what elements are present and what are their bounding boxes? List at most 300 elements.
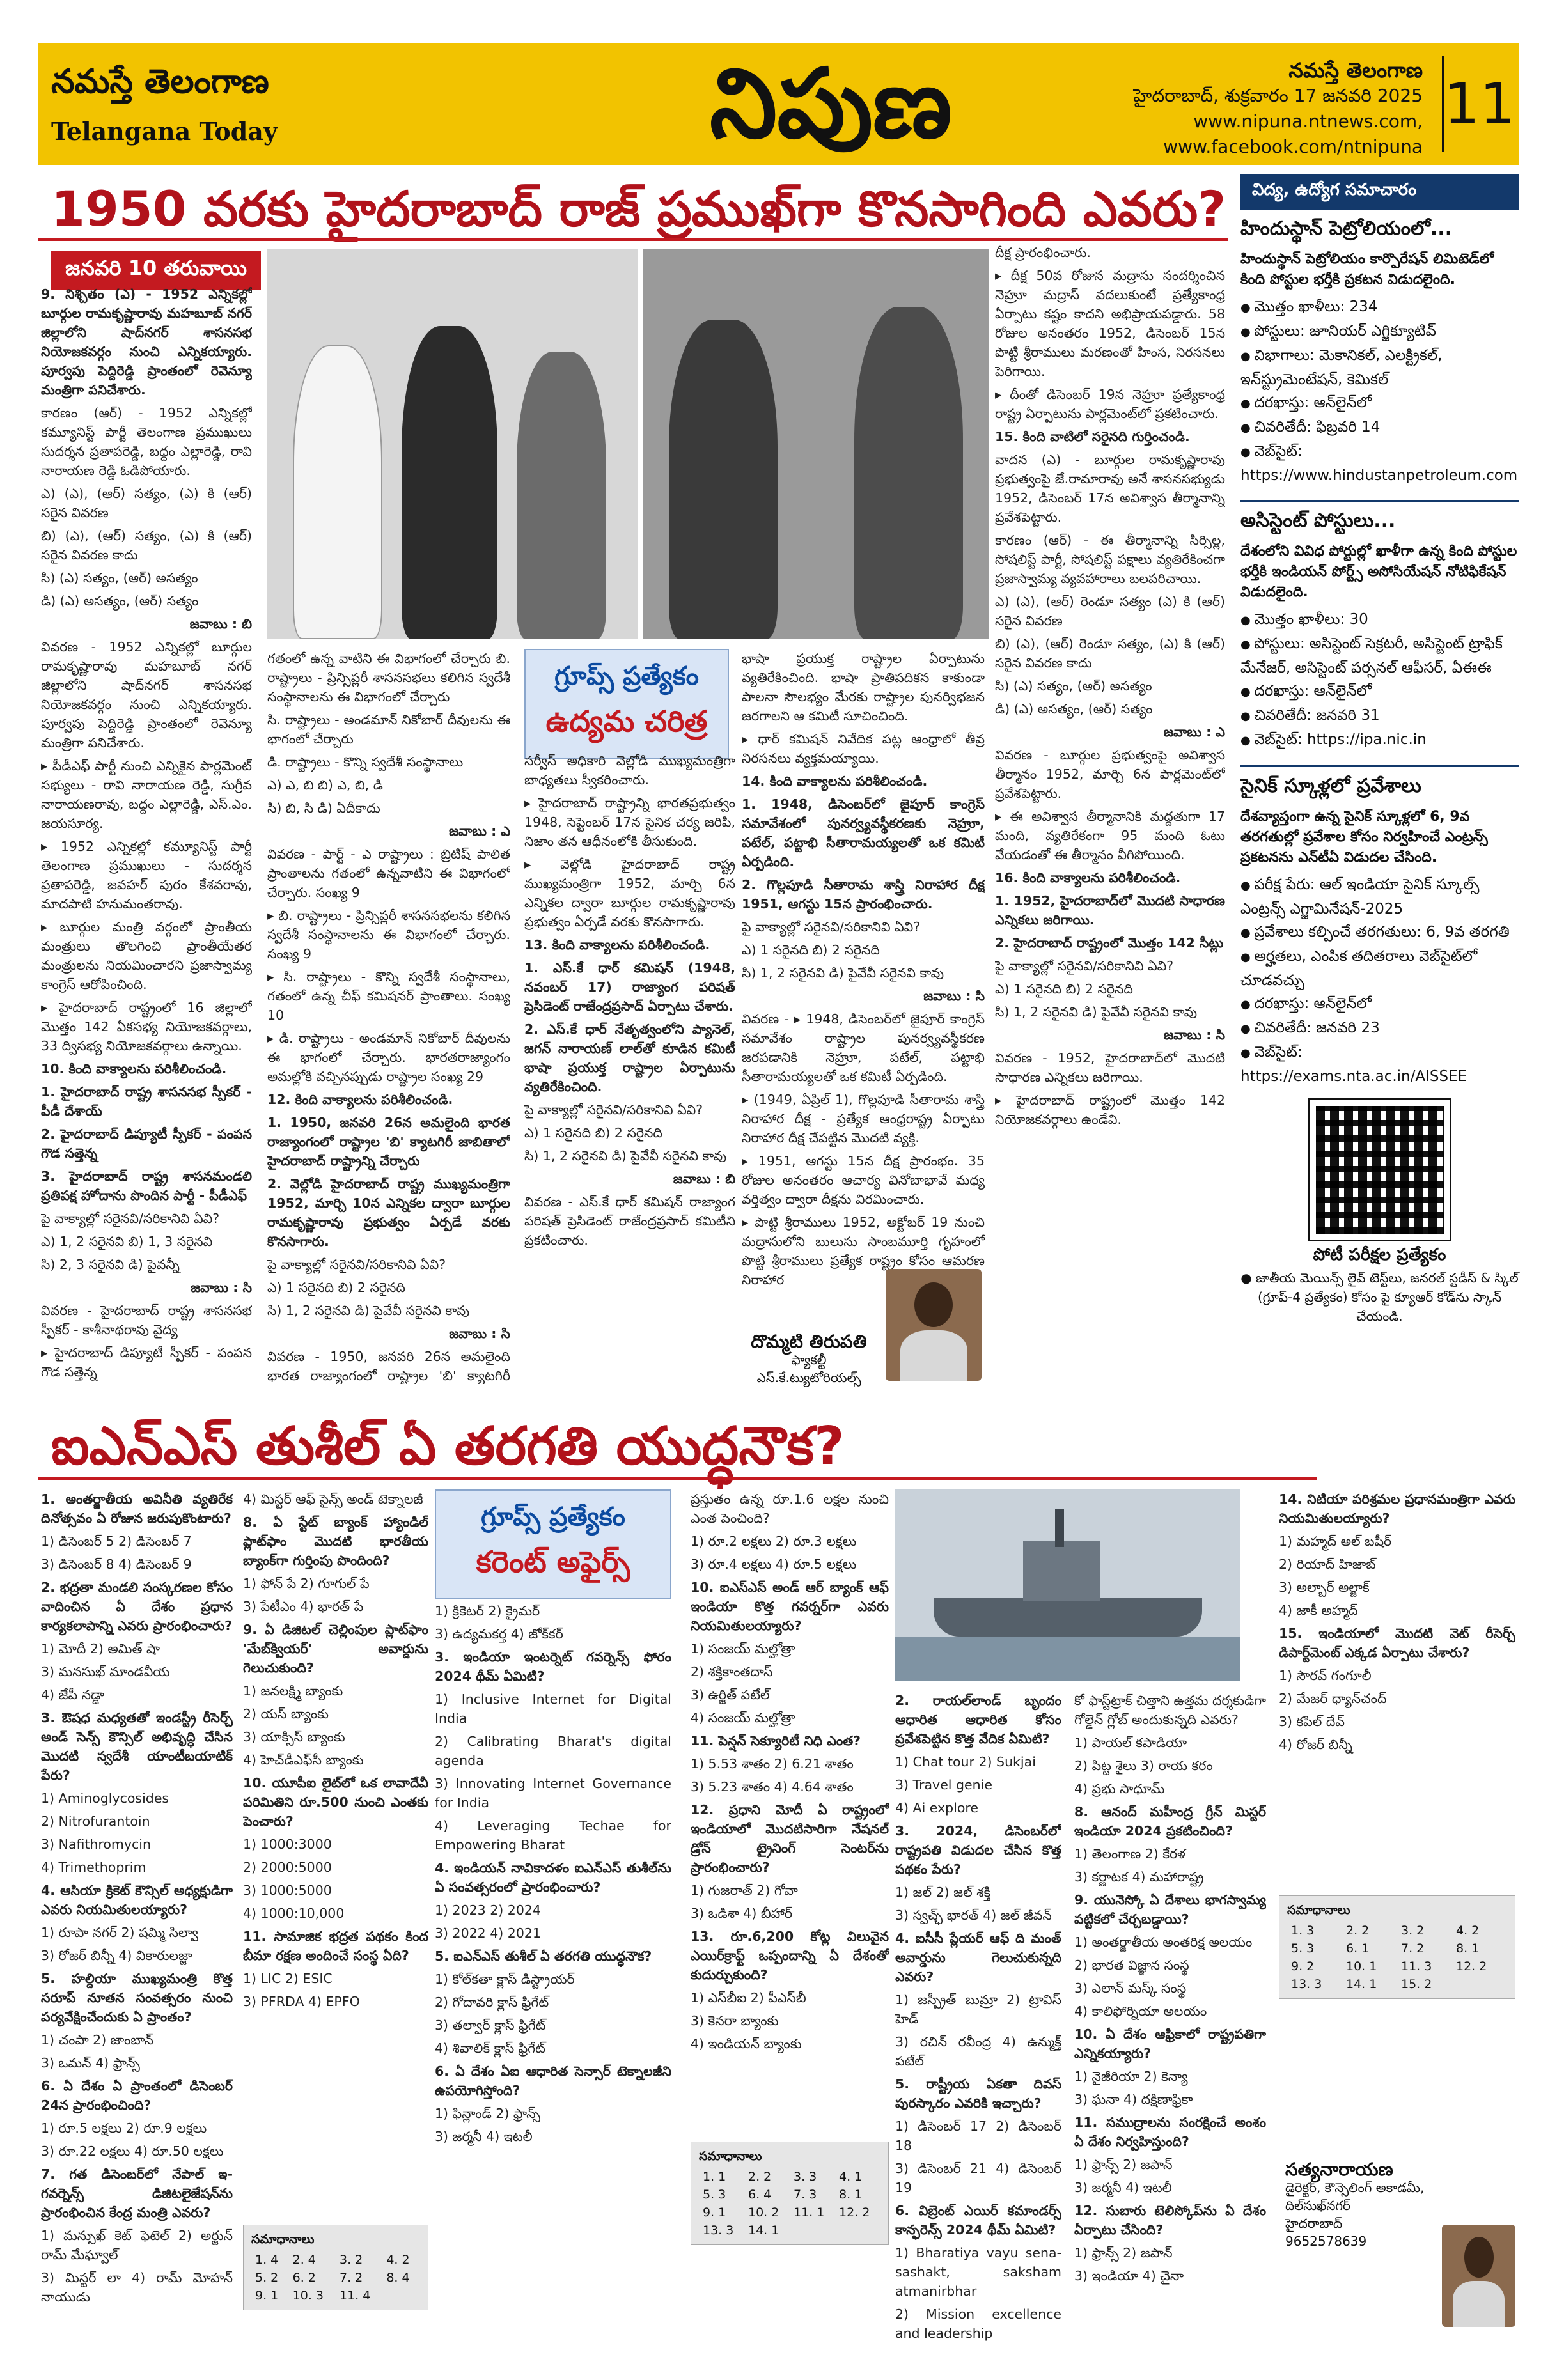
answers-table (699, 2168, 880, 2239)
paragraph: 4) మిస్టర్ ఆఫ్ సైన్స్ అండ్ టెక్నాలజీ (243, 1491, 423, 1507)
paragraph: 2) Calibrating Bharat's digital agenda (435, 1734, 671, 1768)
ca-column-3 (435, 1601, 671, 2343)
paragraph: 3) కర్ణాటక 4) మహారాష్ట్ర (1074, 1869, 1204, 1885)
paragraph: 1) Aminoglycosides (41, 1791, 169, 1806)
paragraph: 9. నిశ్చితం (ఎ) - 1952 ఎన్నికల్లో బూర్గుల రామకృష్ణారావు మహబూబ్ నగర్ జిల్లాలోని షాద్‌నగర్ శాసనసభ నియోజకవర్గం నుంచి ఎన్నికయ్యారు. పూర్వపు పెద్దిరెడ్డి ప్రాంతంలో రెవెన్యూ మంత్రిగా పనిచేశారు. (41, 286, 252, 398)
answer-cell: 9. 1 (703, 2205, 726, 2220)
answer-cell: 6. 1 (1346, 1941, 1370, 1956)
paragraph: 1) జల్ 2) జల్ శక్తి (895, 1885, 991, 1900)
ca-author-phone: 9652578639 (1285, 2234, 1367, 2249)
ca-author-city: హైదరాబాద్ (1285, 2216, 1343, 2231)
paragraph: 11. పెన్షన్ సెక్యూరిటీ నిధి ఎంత? (691, 1733, 861, 1748)
paragraph: 1) అంతర్జాతీయ అంతరిక్ష అలయం (1074, 1934, 1253, 1950)
paragraph: గతంలో ఉన్న వాటిని ఈ విభాగంలో చేర్చారు బి. రాష్ట్రాలు - ప్రిన్సిప్లరీ శాసనసభలు కలిగిన స్వదేశీ సంస్థానాలను ఈ విభాగంలో చేర్చారు (267, 651, 510, 704)
paragraph: 2. వెల్లోడి హైదరాబాద్ రాష్ట్ర ముఖ్యమంత్రిగా 1952, మార్చి 10న ఎన్నికల ద్వారా బూర్గుల రామకృష్ణారావు ప్రభుత్వం ఏర్పడే వరకు కొనసాగారు. (267, 1176, 510, 1249)
answer-cell: 8. 1 (839, 2188, 863, 2202)
paragraph: 3) ఘనా 4) దక్షిణాఫ్రికా (1074, 2092, 1193, 2107)
job-detail-item: ● మొత్తం ఖాళీలు: 30 (1240, 608, 1519, 632)
paragraph: 3) రోజర్ బిన్నీ 4) వికారులజ్జా (41, 1948, 192, 1963)
answer-cell: 13. 3 (703, 2223, 734, 2237)
paragraph: 3) జర్మనీ 4) ఇటలీ (435, 2129, 533, 2144)
answer-cell (835, 2221, 880, 2239)
paragraph: 4) Trimethoprim (41, 1860, 146, 1875)
paragraph: 12. సుబారు టెలిస్కోప్‌ను ఏ దేశం ఏర్పాటు చేసింది? (1074, 2203, 1266, 2237)
answer-cell: 7. 3 (794, 2188, 817, 2202)
job-detail-item: ● చివరితేదీ: ఫిబ్రవరి 14 (1240, 416, 1519, 440)
job-detail-item[interactable]: ● వెబ్‌సైట్: https://www.hindustanpetroleum.com (1240, 440, 1519, 487)
ship-superstructure (1023, 1541, 1100, 1601)
paragraph: సి) 1, 2 సరైనవి డి) పైవేవీ సరైనవి కావు (995, 1004, 1198, 1020)
ship-mast (1055, 1509, 1064, 1547)
paragraph: 5. హల్దియా ముఖ్యమంత్రి కొత్త సరూప్ నూతన సంవత్సరం నుంచి పర్యవేక్షించేందుకు ఏ ప్రాంతం? (41, 1971, 233, 2025)
paragraph: సి) 1, 2 సరైనవి డి) పైవేవీ సరైనవి కావు (742, 965, 944, 981)
facebook-link[interactable]: www.facebook.com/ntnipuna (1163, 136, 1423, 157)
answer-cell: 9. 1 (255, 2289, 279, 2303)
paragraph: 3. ఇండియా ఇంటర్నెట్ గవర్నెన్స్ ఫోరం 2024 థీమ్ ఏమిటి? (435, 1649, 671, 1684)
paragraph: 1) ఫిన్లాండ్ 2) ఫ్రాన్స్ (435, 2106, 540, 2121)
paragraph: వివరణ - 1952, హైదరాబాద్‌లో మొదటి సాధారణ ఎన్నికలు జరిగాయి. (995, 1050, 1225, 1085)
paragraph: ఎ) 1 సరైనది బి) 2 సరైనది (742, 942, 880, 958)
paragraph: 1. హైదరాబాద్ రాష్ట్ర శాసనసభ స్పీకర్ - పీడీ దేశాయ్ (41, 1084, 252, 1119)
paragraph: 1. 1950, జనవరి 26న అమలైంది భారత రాజ్యాంగంలో రాష్ట్రాల 'బి' క్యాటగిరీ జాబితాలో హైదరాబాద్ రాష్ట్రాన్ని చేర్చారు (267, 1115, 510, 1169)
ca-author-avatar (1442, 2225, 1515, 2327)
paragraph: 1) LIC 2) ESIC (243, 1971, 333, 1986)
paragraph: 1) రూ.2 లక్షలు 2) రూ.3 లక్షలు (691, 1534, 857, 1549)
paragraph: 3) ఒడిశా 4) బీహార్ (691, 1906, 793, 1921)
answer-cell: 5. 3 (703, 2188, 726, 2202)
job3-details (1240, 873, 1519, 1088)
paragraph: 3) Travel genie (895, 1777, 992, 1793)
paragraph: వివరణ - ఎస్.కే ధార్ కమిషన్ రాజ్యాంగ పరిషత్ ప్రెసిడెంట్ రాజేంద్రప్రసాద్ కమిటీని ప్రకటించారు. (524, 1194, 735, 1248)
answer-cell (1452, 1975, 1507, 1993)
ca-column-5 (895, 1691, 1061, 2343)
paragraph: భాషా ప్రయుక్త రాష్ట్రాల ఏర్పాటును వ్యతిరేకించింది. భాషా ప్రాతిపదికన కాకుండా పాలనా సౌలభ్యం మేరకు రాష్ట్రాల పునర్విభజన జరగాలని ఆ కమిటీ సూచించింది. (742, 651, 985, 724)
job-detail-item: ● విభాగాలు: మెకానికల్, ఎలక్ట్రికల్, ఇన్‌స్ట్రుమెంటేషన్, కెమికల్ (1240, 344, 1519, 391)
masthead (38, 43, 1519, 165)
paragraph: 1) రూ.5 లక్షలు 2) రూ.9 లక్షలు (41, 2120, 207, 2136)
job1-title: హిందుస్థాన్ పెట్రోలియంలో... (1240, 217, 1453, 240)
brand-right (1090, 58, 1423, 160)
answers-row (1287, 1957, 1507, 1975)
answers-row (699, 2221, 880, 2239)
paragraph: కో ఫాస్ట్‌ట్రాక్ చిత్తాని ఉత్తమ దర్శకుడిగా గోల్డెన్ గ్లోబ్ అందుకున్నది ఎవరు? (1074, 1693, 1266, 1727)
paragraph: వివరణ - బూర్గుల ప్రభుత్వంపై అవిశ్వాస తీర్మానం 1952, మార్చి 6న పార్లమెంట్‌లో ప్రవేశపెట్టారు. (995, 747, 1225, 801)
paragraph: ఎ) ఎ, బి బి) ఎ, బి, డి (267, 777, 383, 793)
paragraph: 1) కోల్‌కతా క్లాస్ డిస్ట్రాయర్ (435, 1972, 575, 1987)
historical-photo-2 (643, 249, 989, 639)
dateline: హైదరాబాద్, శుక్రవారం 17 జనవరి 2025 (1133, 85, 1423, 106)
paragraph: 11. సామాజిక భద్రత పథకం కింద బీమా రక్షణ అందించే సంస్థ ఏది? (243, 1929, 428, 1963)
qr-note: ● జాతీయ మెయిన్స్ లైవ్ టెస్ట్‌లు, జనరల్ స్టడీస్ & స్కిల్ (గ్రూప్-4 ప్రత్యేకం) కోసం పై క్యూఆర్ కోడ్‌ను స్కాన్ చేయండి. (1240, 1270, 1519, 1324)
job1-intro: హిందుస్థాన్ పెట్రోలియం కార్పొరేషన్ లిమిటెడ్‌లో కింది పోస్టుల భర్తీకి ప్రకటన విడుదలైంది. (1240, 251, 1494, 288)
paragraph: 1) రూపా నగర్ 2) షమ్మి సిల్వా (41, 1925, 198, 1940)
answer-cell: 14. 1 (1346, 1977, 1377, 1991)
paragraph: కారణం (ఆర్) - 1952 ఎన్నికల్లో కమ్యూనిస్ట్ పార్టీ తెలంగాణ ప్రముఖులు సుదర్శన ప్రతాపరెడ్డి, బద్దం ఎల్లారెడ్డి, రావి నారాయణ రెడ్డి ఓడిపోయారు. (41, 405, 252, 478)
paragraph: 4. ఆసియా క్రికెట్ కౌన్సిల్ అధ్యక్షుడిగా ఎవరు నియమితులయ్యారు? (41, 1883, 233, 1917)
paragraph: 4) శివాలిక్ క్లాస్ ఫ్రిగేట్ (435, 2041, 545, 2056)
warship-photo (895, 1489, 1240, 1681)
paragraph: 2) శక్తికాంతదాస్ (691, 1664, 773, 1679)
answer-cell: 10. 2 (748, 2205, 779, 2220)
paragraph: 1) చంపా 2) జాంబాన్ (41, 2032, 153, 2048)
paragraph: జవాబు : సి (449, 1326, 510, 1341)
history-author-name: దొమ్మటి తిరుపతి (751, 1331, 867, 1352)
paragraph: 3) ఉర్జిత్ పటేల్ (691, 1687, 770, 1702)
paragraph: 3) స్వచ్ఛ్ భారత్ 4) జల్ జీవన్ (895, 1908, 1052, 1923)
paragraph: డి) (ఎ) అసత్యం, (ఆర్) సత్యం (41, 593, 199, 609)
paragraph: 6. విబ్రెంట్ ఎయిర్ కమాండర్స్ కాన్ఫరెన్స్ 2024 థీమ్ ఏమిటి? (895, 2203, 1061, 2237)
answer-cell: 5. 3 (1291, 1941, 1315, 1956)
answers-row (1287, 1940, 1507, 1957)
paragraph: కారణం (ఆర్) - ఈ తీర్మానాన్ని సిర్సిల్ల, సోషలిస్ట్ పార్టీ, సోషలిస్ట్ పక్షాలు వ్యతిరేకించగా ప్రజాస్వామ్య వ్యవహారాలు బలపరిచాయి. (995, 533, 1225, 586)
answers-row (251, 2269, 420, 2287)
answer-cell: 7. 2 (1401, 1941, 1425, 1956)
paragraph: 3) రూ.4 లక్షలు 4) రూ.5 లక్షలు (691, 1557, 857, 1572)
answer-cell (790, 2221, 835, 2239)
paragraph: 10. ఐఎస్ఎస్ అండ్ ఆర్ బ్యాంక్ ఆఫ్ ఇండియా కొత్త గవర్నర్‌గా ఎవరు నియమితులయ్యారు? (691, 1580, 889, 1633)
history-column-5 (995, 243, 1225, 1384)
paragraph: 12. ప్రధాని మోదీ ఏ రాష్ట్రంలో ఇండియాలో మొదటిసారిగా నేషనల్ డ్రోన్ ట్రైనింగ్ సెంటర్‌ను ప్రారంభించారు? (691, 1802, 889, 1875)
paragraph: 1) జస్ప్రీత్ బుమ్రా 2) ట్రావిస్ హెడ్ (895, 1992, 1061, 2026)
paragraph: 4) 1000:10,000 (243, 1906, 345, 1921)
ca-column-2 (243, 1489, 428, 2218)
paragraph: 1) నైజీరియా 2) కెన్యా (1074, 2069, 1188, 2084)
paragraph: వివరణ - పార్ట్ - ఎ రాష్ట్రాలు : బ్రిటిష్ పాలిత ప్రాంతాలను గతంలో ఉన్నవాటిని ఈ విభాగంలో చేర్చారు. సంఖ్య 9 (267, 846, 510, 900)
job-detail-item[interactable]: ● వెబ్‌సైట్: https://exams.nta.ac.in/AISSEE (1240, 1041, 1519, 1088)
paragraph: 8. ఆనంద్ మహీంద్ర గ్రీన్ మిస్టర్ ఇండియా 2024 ప్రకటించింది? (1074, 1804, 1266, 1839)
answer-cell: 11. 1 (794, 2205, 825, 2220)
paragraph: 3) అల్బార్ అల్జాక్ (1279, 1580, 1370, 1595)
answers-row (1287, 1922, 1507, 1940)
paragraph: 15. ఇండియాలో మొదటి వెట్‌ రీసెర్చ్ డిపార్ట్‌మెంట్ ఎక్కడ ఏర్పాటు చేశారు? (1279, 1626, 1515, 1660)
paragraph: ▸ (1949, ఏప్రిల్ 1), గొల్లపూడి సీతారామ శాస్త్రి నిరాహార దీక్ష - ప్రత్యేక ఆంధ్రరాష్ట్ర ఏర్పాటు నిరాహార దీక్ష చేపట్టిన మొదటి వ్యక్తి. (742, 1092, 985, 1146)
paragraph: ▸ ఈ అవిశ్వాస తీర్మానానికి మద్దతుగా 17 మంది, వ్యతిరేకంగా 95 మంది ఓటు వేయడంతో ఈ తీర్మానం వీగిపోయింది. (995, 809, 1225, 862)
history-author-role: ఫ్యాకల్టీ (791, 1352, 827, 1367)
paragraph: 6. ఏ దేశం ఏఐ ఆధారిత సెన్సార్ టెక్నాలజీని ఉపయోగిస్తోంది? (435, 2064, 671, 2098)
paragraph: 1) తెలంగాణ 2) కేరళ (1074, 1846, 1186, 1862)
figure-person (517, 352, 606, 639)
figure-person (669, 320, 778, 639)
paragraph: బి) (ఎ), (ఆర్) రెండూ సత్యం, (ఎ) కి (ఆర్) సరైన వివరణ కాదు (995, 636, 1225, 671)
paragraph: సి. రాష్ట్రాలు - అండమాన్ నికోబార్ దీవులను ఈ భాగంలో చేర్చారు (267, 712, 510, 747)
answers-label: సమాధానాలు (1287, 1903, 1350, 1917)
jobs-sidebar (1240, 174, 1519, 1382)
paragraph: బి) (ఎ), (ఆర్) సత్యం, (ఎ) కి (ఆర్) సరైన వివరణ కాదు (41, 528, 252, 563)
answer-cell: 12. 2 (1456, 1959, 1487, 1973)
paragraph: ▸ పీడీఎఫ్ పార్టీ నుంచి ఎన్నికైన పార్లమెంట్ సభ్యులు - రావి నారాయణ రెడ్డి, సుగ్రీవ నారాయణరావు, బద్దం ఎల్లారెడ్డి, ఎస్.ఎం. జయసూర్య. (41, 758, 252, 831)
answer-cell: 15. 2 (1401, 1977, 1432, 1991)
paragraph: 3) యాక్సిస్ బ్యాంకు (243, 1729, 345, 1745)
job-detail-item: ● పోస్టులు: అసిస్టెంట్ సెక్రటరీ, అసిస్టెంట్ ట్రాఫిక్ మేనేజర్, అసిస్టెంట్ పర్సనల్ ఆఫీసర్, ఏఈఈ (1240, 632, 1519, 680)
paragraph: ▸ పొట్టి శ్రీరాములు 1952, అక్టోబర్ 19 నుంచి మద్రాసులోని బులుసు సాంబమూర్తి గృహంలో పొట్టి శ్రీరాములు ప్రత్యేక రాష్ట్రం కోసం ఆమరణ నిరాహార (742, 1215, 985, 1287)
paragraph: సి) బి, సి డి) ఏదీకాదు (267, 800, 380, 816)
answer-cell: 3. 2 (339, 2253, 363, 2267)
answer-cell: 6. 4 (748, 2188, 772, 2202)
paragraph: పై వాక్యాల్లో సరైనవి/సరికానివి ఏవి? (267, 1257, 446, 1272)
paragraph: ▸ ధార్ కమిషన్ నివేదిక పట్ల ఆంధ్రాలో తీవ్ర నిరసనలు వ్యక్తమయ్యాయి. (742, 731, 985, 766)
paragraph: వివరణ - ▸ 1948, డిసెంబర్‌లో జైపూర్ కాంగ్రెస్ సమావేశం రాష్ట్రాల పునర్వ్యవస్థీకరణ జరపడానికి నెహ్రూ, పటేల్, పట్టాభి సీతారామయ్యలతో ఒక కమిటీ ఏర్పడింది. (742, 1011, 985, 1084)
job-detail-item: ● అర్హతలు, ఎంపిక తదితరాలు వెబ్‌సైట్‌లో చూడవచ్చు (1240, 945, 1519, 992)
paragraph: సి) 1, 2 సరైనవి డి) పైవేవీ సరైనవి కావు (524, 1148, 727, 1163)
paragraph: సి) 2, 3 సరైనవి డి) పైవన్నీ (41, 1257, 180, 1272)
paragraph: 9. ఏ డిజిటల్ చెల్లింపుల ప్లాట్‌ఫాం 'మేబ్‌క్వియర్' అవార్డును గెలుచుకుంది? (243, 1622, 428, 1676)
answers-row (251, 2287, 420, 2305)
section-box-current-affairs (435, 1489, 671, 1599)
paragraph: ▸ హైదరాబాద్ డిప్యూటీ స్పీకర్ - పంపన గౌడ సత్తెన్న (41, 1345, 252, 1380)
paragraph: 1) క్రికెటర్ 2) క్రైమర్ (435, 1603, 540, 1619)
paragraph: 4) జేపీ నడ్డా (41, 1687, 104, 1702)
paragraph: 5. రాష్ట్రీయ ఏకతా దివస్ పురస్కారం ఎవరికి ఇచ్చారు? (895, 2076, 1061, 2111)
paragraph: 3) ఒమన్ 4) ఫ్రాన్స్ (41, 2055, 140, 2071)
ca-author-name: సత్యనారాయణ (1285, 2159, 1393, 2180)
ca-column-1 (41, 1489, 233, 2346)
paragraph: 13. రూ.6,200 కోట్ల విలువైన ఎయిర్‌క్రాఫ్ట్ ఒప్పందాన్ని ఏ దేశంతో కుదుర్చుకుంది? (691, 1929, 889, 1982)
answers-table (1287, 1922, 1507, 1993)
paragraph: 7. గత డిసెంబర్‌లో నేపాల్ ఇ-గవర్నెన్స్ డిజిటలైజేషన్‌ను ప్రారంభించిన కేంద్ర మంత్రి ఎవరు? (41, 2166, 233, 2220)
bottom-headline: ఐఎన్ఎస్ తుశీల్ ఏ తరగతి యుద్ధనౌక? (51, 1416, 845, 1477)
answer-cell: 6. 2 (292, 2271, 316, 2285)
paragraph: 1) జనలక్ష్మి బ్యాంకు (243, 1683, 343, 1699)
paragraph: 4) ఇండియన్ బ్యాంకు (691, 2036, 802, 2051)
paragraph: 14. కింది వాక్యాలను పరిశీలించండి. (742, 774, 928, 789)
answer-cell: 2. 2 (748, 2170, 772, 2184)
paragraph: పై వాక్యాల్లో సరైనవి/సరికానివి ఏవి? (995, 958, 1174, 974)
paragraph: 9. యునెస్కో ఏ దేశాలు భాగస్వామ్య పట్టికలో చేర్చబడ్డాయి? (1074, 1892, 1266, 1927)
paragraph: 4) Ai explore (895, 1800, 979, 1816)
paragraph: 4) ప్రభు సాధూమ్ (1074, 1781, 1165, 1796)
answer-cell: 4. 2 (386, 2253, 410, 2267)
paragraph: ▸ హైదరాబాద్ రాష్ట్రంలో 16 జిల్లాలో మొత్తం 142 ఏకసభ్య నియోజకవర్గాలు, 33 ద్విసభ్య నియోజకవర్గాలు ఉన్నాయి. (41, 1000, 252, 1054)
paragraph: ఎ) 1 సరైనది బి) 2 సరైనది (267, 1280, 405, 1295)
paragraph: 4) Leveraging Techae for Empowering Bharat (435, 1818, 671, 1853)
paragraph: జవాబు : ఎ (1164, 724, 1225, 740)
ca-column-6 (1074, 1691, 1266, 2343)
paragraph: 2) Nitrofurantoin (41, 1814, 150, 1829)
website-link[interactable]: www.nipuna.ntnews.com, (1193, 111, 1423, 132)
answer-cell: 12. 2 (839, 2205, 870, 2220)
paragraph: ▸ దీంతో డిసెంబర్ 19న నెహ్రూ ప్రత్యేకాంధ్ర రాష్ట్ర ఏర్పాటును పార్లమెంట్‌లో ప్రకటించారు. (995, 387, 1225, 421)
paragraph: 3. 2024, డిసెంబర్‌లో రాష్ట్రపతి విడుదల చేసిన కొత్త పథకం పేరు? (895, 1823, 1061, 1877)
paragraph: 3) రూ.22 లక్షలు 4) రూ.50 లక్షలు (41, 2143, 224, 2159)
job-detail-item: ● దరఖాస్తు: ఆన్‌లైన్‌లో (1240, 391, 1519, 416)
qr-caption: పోటీ పరీక్షల ప్రత్యేకం (1313, 1245, 1446, 1264)
history-column-3 (524, 751, 735, 1384)
figure-person (293, 345, 382, 639)
paragraph: ▸ వెల్లోడి హైదరాబాద్ రాష్ట్ర ముఖ్యమంత్రిగా 1952, మార్చి 6న ఎన్నికల ద్వారా బూర్గుల రామకృష్ణారావు ప్రభుత్వం ఏర్పడే వరకు కొనసాగారు. (524, 857, 735, 929)
paragraph: ఎ) (ఎ), (ఆర్) సత్యం, (ఎ) కి (ఆర్) సరైన వివరణ (41, 486, 252, 520)
paragraph: 2) భారత విజ్ఞాన సంస్థ (1074, 1957, 1189, 1973)
answers-box-2 (691, 2142, 889, 2245)
answer-cell: 4. 1 (839, 2170, 863, 2184)
paragraph: వివరణ - హైదరాబాద్ రాష్ట్ర శాసనసభ స్పీకర్ - కాశీనాథరావు వైద్య (41, 1303, 252, 1337)
brand-left (51, 63, 307, 146)
paragraph: 2) పిట్ట శైలు 3) రాయ కరం (1074, 1758, 1213, 1773)
paragraph: 4) జాకీ అహ్మద్ (1279, 1603, 1358, 1618)
paragraph: వాదన (ఎ) - బూర్గుల రామకృష్ణారావు ప్రభుత్వంపై జే.రామారావు అనే శాసనసభ్యుడు 1952, డిసెంబర్ 17న అవిశ్వాస తీర్మానాన్ని ప్రవేశపెట్టారు. (995, 452, 1225, 525)
paragraph: ఎ) 1, 2 సరైనవి బి) 1, 3 సరైనవి (41, 1234, 213, 1249)
paragraph: 3) Nafithromycin (41, 1837, 151, 1852)
job2-intro: దేశంలోని వివిధ పోర్టుల్లో ఖాళీగా ఉన్న కింది పోస్టుల భర్తీకి ఇండియన్ పోర్ట్స్ అసోసియేషన్ నోటిఫికేషన్ విడుదలైంది. (1240, 543, 1517, 600)
paragraph: 6. ఏ దేశం ఏ ప్రాంతంలో డిసెంబర్ 24న ప్రారంభించింది? (41, 2078, 233, 2113)
paragraph: 4) సంజయ్ మల్హోత్రా (691, 1710, 795, 1725)
paragraph: 4. ఐసీసీ ప్లేయర్ ఆఫ్ ది మంత్ అవార్డును గెలుచుకున్నది ఎవరు? (895, 1931, 1061, 1984)
section-box-line2: కరెంట్ అఫైర్స్ (476, 1544, 630, 1579)
paragraph: 3) ఇండియా 4) చైనా (1074, 2268, 1184, 2283)
paragraph: ఎ) 1 సరైనది బి) 2 సరైనది (995, 981, 1133, 997)
paragraph: 3) 5.23 శాతం 4) 4.64 శాతం (691, 1779, 854, 1794)
paragraph: 3) కెనరా బ్యాంకు (691, 2013, 779, 2028)
paragraph: 2. భద్రతా మండలి సంస్కరణల కోసం వాదించిన ఏ దేశం ప్రధాన కార్యకలాపాన్ని ఎవరు ప్రారంభించారు? (41, 1580, 233, 1633)
paragraph: ▸ 1952 ఎన్నికల్లో కమ్యూనిస్ట్ పార్టీ తెలంగాణ ప్రముఖులు - సుదర్శన ప్రతాపరెడ్డి, జవహర్ పురం కేశవరావు, మాదపాటి హనుమంతరావు. (41, 839, 252, 912)
answer-cell: 3. 2 (1401, 1924, 1425, 1938)
paragraph: 2) మేజర్ ధ్యాన్‌చంద్ (1279, 1691, 1387, 1706)
paragraph: 3) 2022 4) 2021 (435, 1925, 541, 1941)
paragraph: 3. ఔషధ మధ్యతతో ఇండస్ట్రీ రీసెర్చ్ అండ్ సెన్స్ కౌన్సిల్ అభివృద్ధి చేసిన మొదటి స్వదేశీ యాంటీబయాటిక్ పేరు? (41, 1710, 233, 1783)
job-detail-item: ● చివరితేదీ: జనవరి 23 (1240, 1016, 1519, 1041)
history-column-2 (267, 649, 510, 1384)
answer-cell: 7. 2 (339, 2271, 363, 2285)
paragraph: 3) మనసుఖ్ మాండవీయ (41, 1664, 170, 1679)
paragraph: 13. కింది వాక్యాలను పరిశీలించండి. (524, 937, 710, 953)
paragraph: ▸ 1951, ఆగస్టు 15న దీక్ష ప్రారంభం. 35 రోజుల అనంతరం ఆచార్య వినోబాభావే మధ్య వర్తిత్వం ద్వారా దీక్షను విరమించారు. (742, 1153, 985, 1207)
sea (895, 1637, 1240, 1681)
job2-details (1240, 608, 1519, 752)
ca-author-role: డైరెక్టర్, కౌన్సెలింగ్ అకాడమీ, దిల్‌సుఖ్‌నగర్ (1285, 2180, 1425, 2213)
paragraph: 1) ఫ్రాన్స్ 2) జపాన్ (1074, 2245, 1173, 2260)
answers-row (251, 2251, 420, 2269)
paragraph: జవాబు : సి (1164, 1027, 1225, 1043)
answer-cell: 11. 3 (1401, 1959, 1432, 1973)
paragraph: వివరణ - 1950, జనవరి 26న అమలైంది భారత రాజ్యాంగంలో రాష్ట్రాల 'బి' క్యాటగిరీ (267, 1349, 510, 1383)
divider (1240, 500, 1519, 502)
paragraph: ఎ) 1 సరైనది బి) 2 సరైనది (524, 1125, 662, 1140)
paragraph: 3) రచిన్ రవీంద్ర 4) ఉన్ముక్త్ పటేల్ (895, 2034, 1061, 2069)
job-detail-item: ● చివరితేదీ: జనవరి 31 (1240, 704, 1519, 728)
paragraph: 1) Bharatiya vayu sena-sashakt, saksham atmanirbhar (895, 2245, 1061, 2299)
answers-row (699, 2204, 880, 2221)
ca-column-7 (1279, 1489, 1515, 1886)
paragraph: 2. రాయల్‌లాండ్ బృందం ఆధారిత ఆధారిత కోసం ప్రవేశపెట్టిన కొత్త వేదిక ఏమిటి? (895, 1693, 1061, 1746)
job-detail-item: ● దరఖాస్తు: ఆన్‌లైన్‌లో (1240, 680, 1519, 704)
paragraph: ఎ) (ఎ), (ఆర్) రెండూ సత్యం (ఎ) కి (ఆర్) సరైన వివరణ (995, 594, 1225, 628)
job-detail-item: ● దరఖాస్తు: ఆన్‌లైన్‌లో (1240, 992, 1519, 1016)
paragraph: 3) కపిల్ దేవ్ (1279, 1714, 1345, 1729)
job-detail-item[interactable]: ● వెబ్‌సైట్: https://ipa.nic.in (1240, 728, 1519, 752)
paragraph: ▸ దీక్ష 50వ రోజున మద్రాసు సందర్శించిన నెహ్రూ మద్రాస్ వదలుకుంటే ప్రత్యేకాంధ్ర ఏర్పాటు కష్టం కాదని అభిప్రాయపడ్డారు. 58 రోజుల అనంతరం 1952, డిసెంబర్ 15న పొట్టి శ్రీరాములు మరణంతో హింస, నిరసనలు పెరిగాయి. (995, 268, 1225, 379)
paragraph: ▸ డి. రాష్ట్రాలు - అండమాన్ నికోబార్ దీవులను ఈ భాగంలో చేర్చారు. భారతరాజ్యాంగం అమల్లోకి వచ్చినప్పుడు రాష్ట్రాల సంఖ్య 29 (267, 1031, 510, 1084)
answer-cell: 13. 3 (1291, 1977, 1322, 1991)
sidebar-header: విద్య, ఉద్యోగ సమాచారం (1240, 174, 1519, 210)
paragraph: డి) (ఎ) అసత్యం, (ఆర్) సత్యం (995, 701, 1153, 717)
paragraph: జవాబు : సి (923, 988, 985, 1004)
answer-cell: 1. 1 (703, 2170, 726, 2184)
ship-hull (934, 1598, 1202, 1637)
paragraph: 1) మహ్మద్ అల్ బషీర్ (1279, 1534, 1392, 1549)
answers-row (699, 2186, 880, 2204)
paragraph: 10. కింది వాక్యాలను పరిశీలించండి. (41, 1061, 227, 1077)
history-author-org: ఎస్.కే.ట్యుటోరియల్స్ (756, 1370, 861, 1385)
paragraph: 1) పాయల్ కపాడియా (1074, 1735, 1187, 1750)
history-column-4 (742, 649, 985, 1326)
paragraph: 3) జర్మనీ 4) ఇటలీ (1074, 2180, 1172, 2195)
section-box-line1: గ్రూప్స్ ప్రత్యేకం (481, 1502, 625, 1532)
paragraph: 3) డిసెంబర్ 8 4) డిసెంబర్ 9 (41, 1557, 192, 1572)
answer-cell: 8. 4 (386, 2271, 410, 2285)
paragraph: సి) (ఎ) సత్యం, (ఆర్) అసత్యం (995, 678, 1152, 694)
paragraph: 1) ఎస్‌బీఐ 2) పీఎస్‌బీ (691, 1990, 806, 2005)
paragraph: 1) డిసెంబర్ 5 2) డిసెంబర్ 7 (41, 1534, 192, 1549)
answer-cell: 11. 4 (339, 2289, 371, 2303)
paragraph: 8. ఏ స్టేట్ బ్యాంక్ హ్యాండిల్ ప్లాట్‌ఫాం మొదటి భారతీయ బ్యాంక్‌గా గుర్తింపు పొందింది? (243, 1514, 428, 1568)
paragraph: 3) తల్వార్ క్లాస్ ఫ్రిగేట్ (435, 2018, 546, 2033)
headline-rule (38, 238, 1228, 241)
paragraph: 5. ఐఎన్ఎస్ తుశీల్ ఏ తరగతి యుద్ధనౌక? (435, 1948, 652, 1964)
figure-person (402, 326, 497, 639)
paragraph: 12. కింది వాక్యాలను పరిశీలించండి. (267, 1092, 453, 1107)
paragraph: 1) డిసెంబర్ 17 2) డిసెంబర్ 18 (895, 2119, 1061, 2153)
job3-intro: దేశవ్యాప్తంగా ఉన్న సైనిక్ స్కూళ్లలో 6, 9వ తరగతుల్లో ప్రవేశాల కోసం నిర్వహించే ఎంట్రన్స్ ప్రకటనను ఎన్‌టీఏ విడుదల చేసింది. (1240, 809, 1488, 866)
answers-box-3 (1279, 1895, 1515, 1999)
answers-label: సమాధానాలు (699, 2149, 762, 2163)
job2-title: అసిస్టెంట్ పోస్టులు... (1240, 509, 1396, 532)
answer-cell: 9. 2 (1291, 1959, 1315, 1973)
paragraph: 1. 1952, హైదరాబాద్‌లో మొదటి సాధారణ ఎన్నికలు జరిగాయి. (995, 893, 1225, 928)
job-detail-item: ● ప్రవేశాలు కల్పించే తరగతులు: 6, 9వ తరగతి (1240, 921, 1519, 945)
paragraph: 4) హెచ్‌డీఎఫ్‌సీ బ్యాంకు (243, 1752, 364, 1768)
paragraph: జవాబు : ఎ (449, 823, 510, 839)
answers-box-1 (243, 2225, 428, 2310)
paragraph: 4) రోజర్ బిన్నీ (1279, 1737, 1352, 1752)
paragraph: సి) 1, 2 సరైనవి డి) పైవేవీ సరైనవి కావు (267, 1303, 470, 1318)
paragraph: ▸ హైదరాబాద్ రాష్ట్రంలో మొత్తం 142 నియోజకవర్గాలు ఉండేవి. (995, 1093, 1225, 1127)
continuation-tag: జనవరి 10 తరువాయి (51, 251, 261, 290)
paragraph: 10. ఏ దేశం ఆఫ్రికాలో రాష్ట్రపతిగా ఎన్నికయ్యారు? (1074, 2026, 1266, 2061)
paragraph: 3) మిస్టర్ లా 4) రామ్ మోహన్ నాయుడు (41, 2270, 233, 2305)
paragraph: 11. సముద్రాలను సంరక్షించే అంశం ఏ దేశం నిర్వహిస్తుంది? (1074, 2115, 1266, 2149)
history-author (742, 1333, 876, 1387)
paragraph: 1) Inclusive Internet for Digital India (435, 1692, 671, 1726)
paragraph: 3) PFRDA 4) EPFO (243, 1994, 360, 2009)
paragraph: వివరణ - 1952 ఎన్నికల్లో బూర్గుల రామకృష్ణారావు మహబూబ్ నగర్ జిల్లాలోని షాద్‌నగర్ శాసనసభ నియోజకవర్గం నుంచి ఎన్నికయ్యారు. పూర్వపు పెద్దిరెడ్డి ప్రాంతంలో రెవెన్యూ మంత్రిగా పనిచేశారు. (41, 639, 252, 751)
qr-code[interactable] (1310, 1100, 1450, 1240)
answer-cell: 10. 1 (1346, 1959, 1377, 1973)
section-box-line2: ఉద్యమ చరిత్ర (545, 704, 708, 738)
paragraph: 1) Chat tour 2) Sukjai (895, 1754, 1036, 1769)
paragraph: 2) రియాద్ హిజాబ్ (1279, 1557, 1376, 1572)
paragraph: సర్వీస్ అధికారి వెల్లోడి ముఖ్యమంత్రిగా బాధ్యతలు స్వీకరించారు. (524, 753, 735, 788)
history-author-avatar (886, 1269, 982, 1381)
paragraph: ▸ బూర్గుల మంత్రి వర్గంలో ప్రాంతీయ మంత్రులు తొలగించి ప్రాంతీయేతర మంత్రులను నియమించారని ప్రజాస్వామ్య కాంగ్రెస్ ఆరోపించింది. (41, 919, 252, 992)
page-number: 11 (1442, 56, 1506, 152)
paragraph: 1) 1000:3000 (243, 1837, 332, 1852)
answer-cell: 10. 3 (292, 2289, 324, 2303)
paragraph: జవాబు : బి (673, 1171, 735, 1186)
paragraph: 2. గొల్లపూడి సీతారామ శాస్త్రి నిరాహార దీక్ష 1951, ఆగస్టు 15న ప్రారంభించారు. (742, 877, 985, 912)
paragraph: 1. 1948, డిసెంబర్‌లో జైపూర్ కాంగ్రెస్ సమావేశంలో పునర్వ్యవస్థీకరణకు నెహ్రూ, పటేల్, పట్టాభి సీతారామయ్యలతో ఒక కమిటీ ఏర్పడింది. (742, 797, 985, 869)
answers-table (251, 2251, 420, 2305)
answer-cell: 1. 3 (1291, 1924, 1315, 1938)
paragraph: 3) 1000:5000 (243, 1883, 332, 1898)
job-detail-item: ● పోస్టులు: జూనియర్ ఎగ్జిక్యూటివ్ (1240, 320, 1519, 344)
paragraph: 1) 5.53 శాతం 2) 6.21 శాతం (691, 1756, 854, 1771)
figure-person (854, 307, 963, 639)
answers-row (1287, 1975, 1507, 1993)
paragraph: 2. హైదరాబాద్ డిప్యూటీ స్పీకర్ - పంపన గౌడ సత్తెన్న (41, 1126, 252, 1161)
paragraph: 1) సంజయ్ మల్హోత్రా (691, 1641, 795, 1656)
paragraph: 15. కింది వాటిలో సరైనది గుర్తించండి. (995, 429, 1190, 444)
paragraph: 2) గోదావరి క్లాస్ ఫ్రిగేట్ (435, 1995, 549, 2010)
paragraph: ▸ హైదరాబాద్ రాష్ట్రాన్ని భారతప్రభుత్వం 1948, సెప్టెంబర్ 17న సైనిక చర్య జరిపి, నిజాం తన ఆధీనంలోకి తీసుకుంది. (524, 795, 735, 849)
